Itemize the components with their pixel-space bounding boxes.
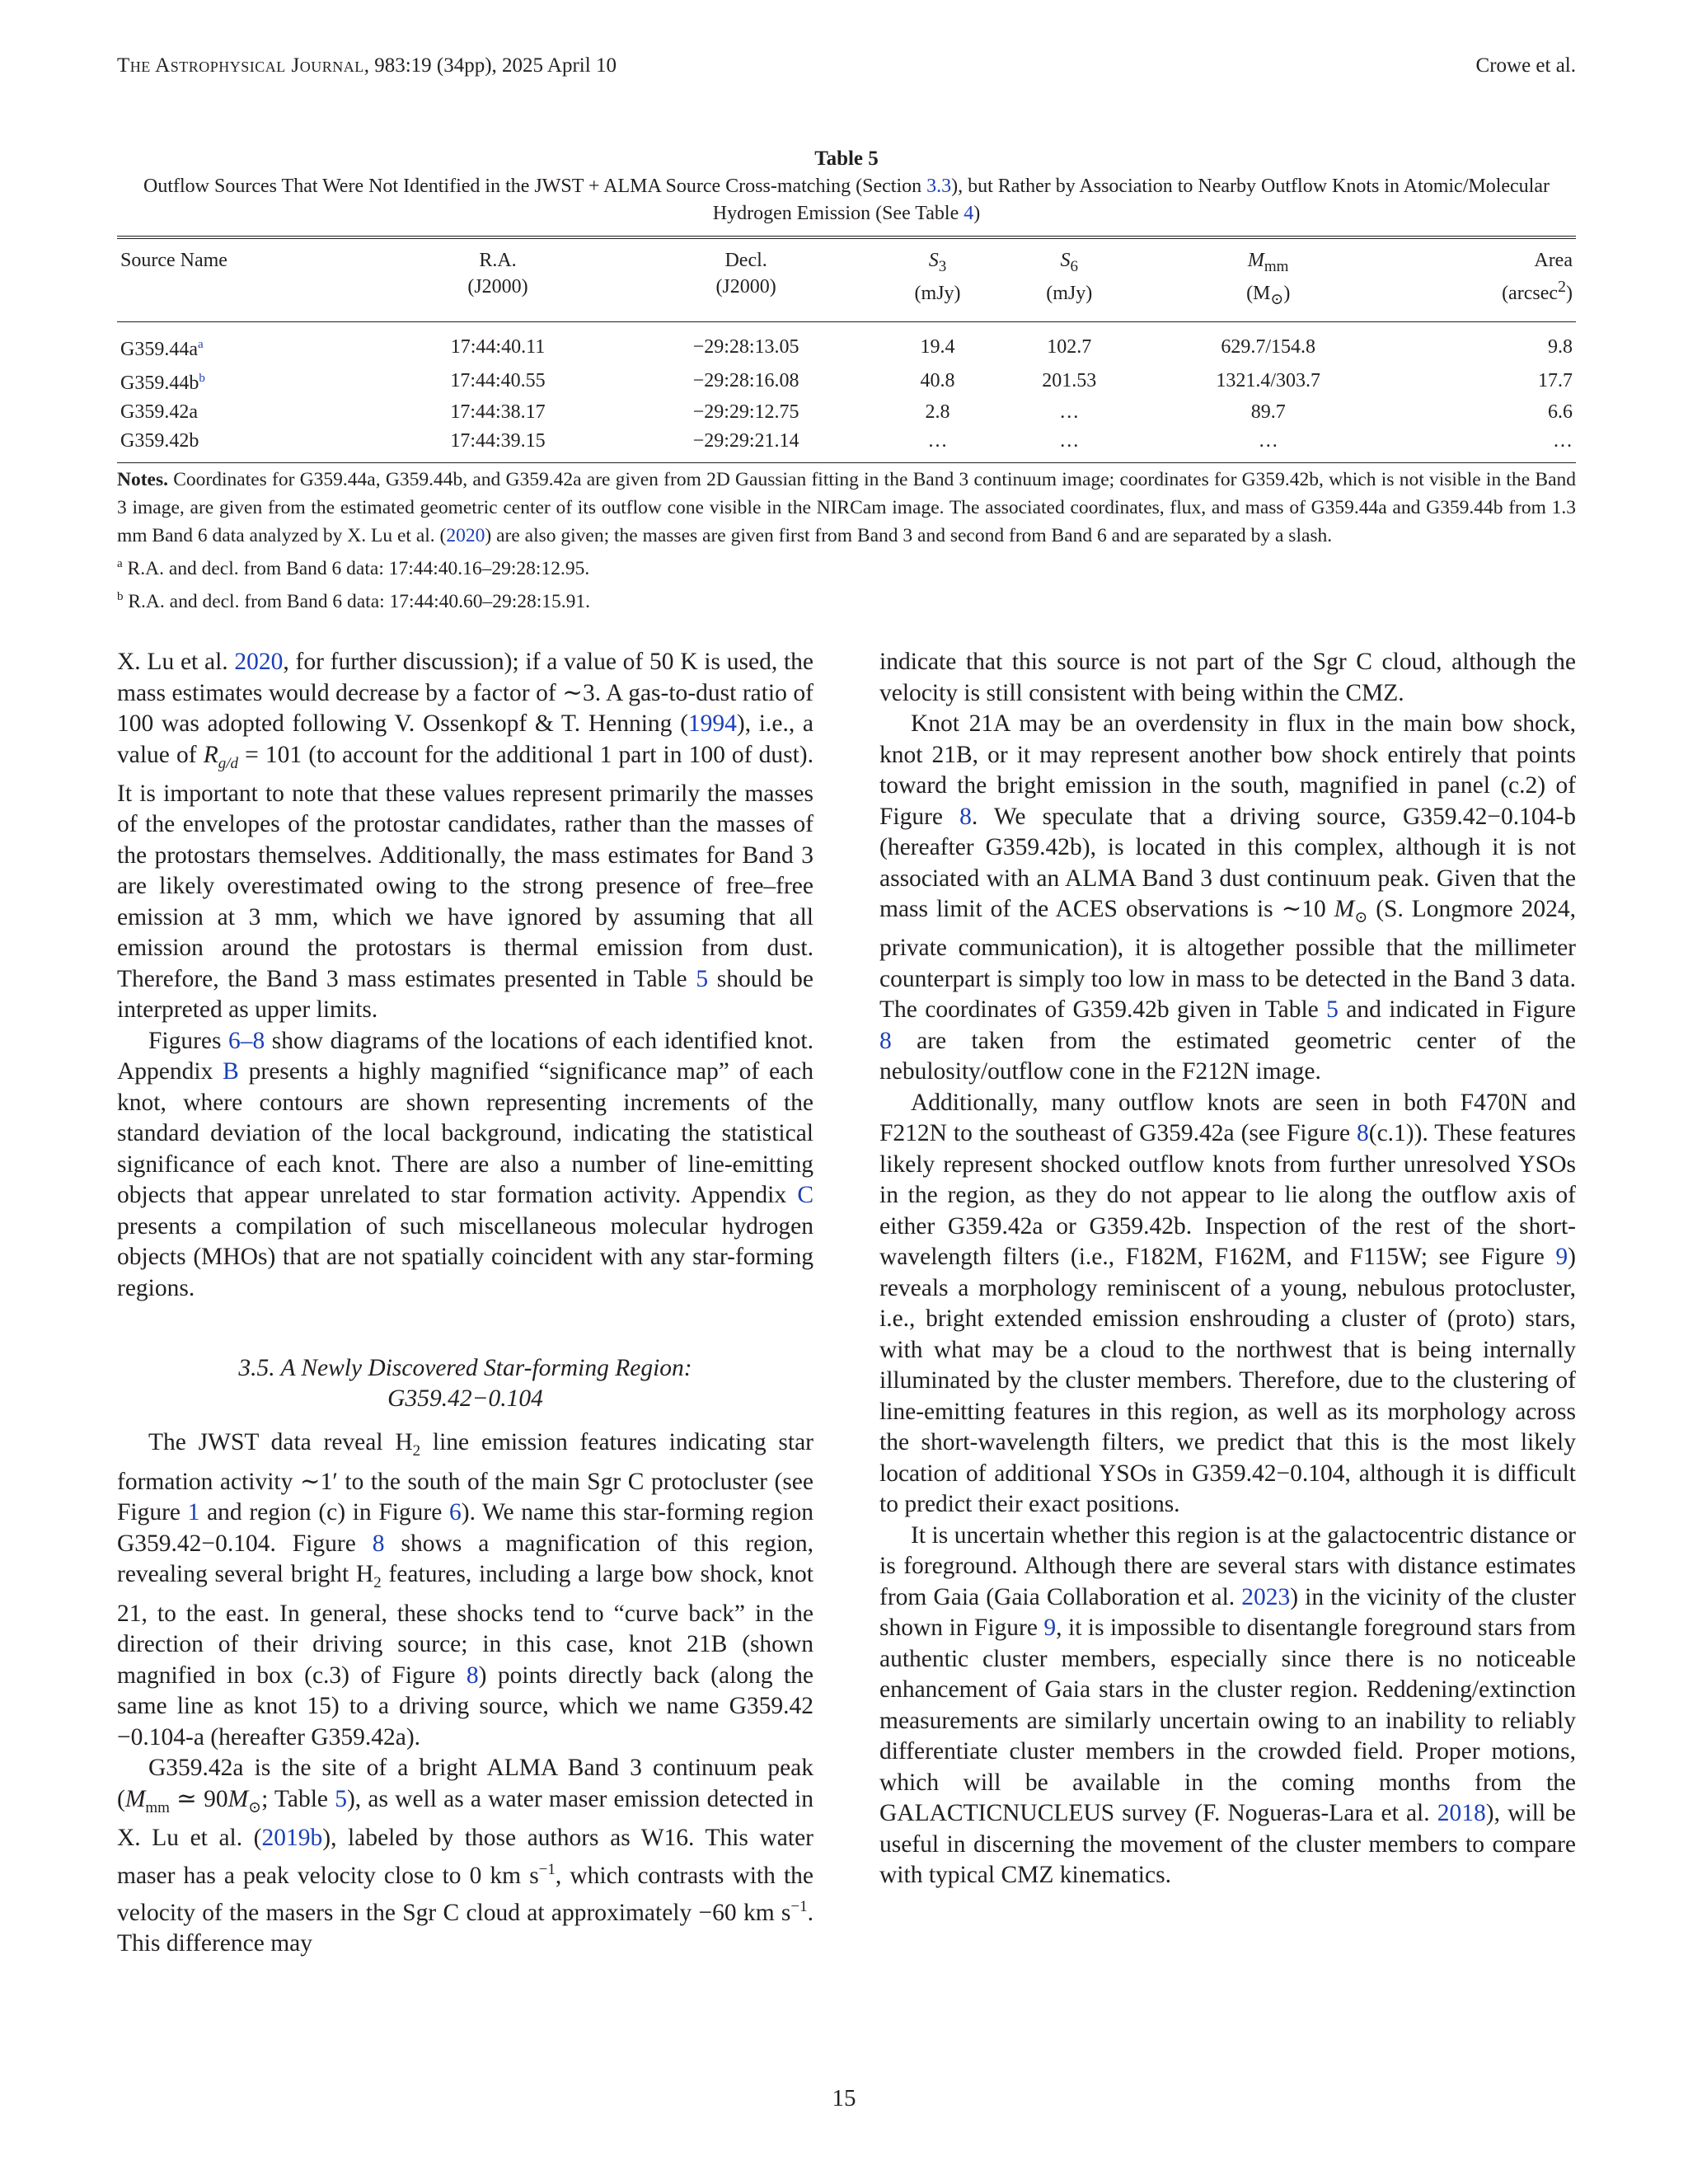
page-number: 15 [832,2085,856,2111]
col-header-source: Source Name [117,237,380,321]
paragraph: Knot 21A may be an overdensity in flux in the main bow shock, knot 21B, or it may represent another bow shock entirely that points toward the bright emission in the south, magnified in panel (c.2) of Figure 8. We speculate that a driving source, G359.42−0.104-b (hereafter G359.42b), is located in this complex, although it is not associated with an ALMA Band 3 dust continuum peak. Given that the mass limit of the ACES observations is ∼10 $M_⊙$ (S. Longmore 2024, private communication), it is altogether possible that the millimeter counterpart is simply too low in mass to be detected in the Band 3 data. The coordinates of G359.42b given in Table 5 and indicated in Figure 8 are taken from the estimated geometric center of the nebulosity/outflow cone in the F212N image. [879,710,1576,1085]
table-row: G359.42b 17:44:39.15 −29:29:21.14 … … … … [120,429,1573,452]
figure-link[interactable]: 6 [228,1027,241,1054]
table-notes [117,466,1576,616]
paragraph: Additionally, many outflow knots are seen in both F470N and F212N to the southeast of G359.42a (see Figure 8(c.1)). These features likely represent shocked outflow knots from further unresolved YSOs in the region, as they do not appear to lie along the outflow axis of either G359.42a or G359.42b. Inspection of the rest of the short-wavelength filters (i.e., F182M, F162M, and F115W; see Figure 9) reveals a morphology reminiscent of a young, nebulous protocluster, i.e., bright extended emission enshrouding a cluster of (proto) stars, with what may be a cloud to the northwest that is being internally illuminated by the cluster members. Therefore, due to the clustering of line-emitting features in this region, as well as its morphology across the short-wavelength filters, we predict that this is the most likely location of additional YSOs in G359.42−0.104, although it is difficult to predict their exact positions. [879,1089,1577,1518]
appendix-link[interactable]: C [797,1182,814,1209]
footnote-link-b[interactable]: b [199,371,205,385]
col-header-area: Area (arcsec$^2$) [1397,237,1576,321]
citation-link[interactable]: 2018 [1437,1800,1486,1827]
paragraph: indicate that this source is not part of the Sgr C cloud, although the velocity is still consistent with being within the CMZ. [879,649,1576,706]
figure-link[interactable]: 8 [466,1661,479,1689]
figure-link[interactable]: 8 [372,1530,385,1557]
footnote-link-a[interactable]: a [197,337,204,351]
figure-link[interactable]: 8 [1357,1120,1369,1147]
table-5 [117,145,1576,463]
figure-link[interactable]: 6 [449,1499,462,1526]
paragraph: X. Lu et al. 2020, for further discussion); if a value of 50 K is used, the mass estimates would decrease by a factor of ∼3. A gas-to-dust ratio of 100 was adopted following V. Ossenkopf & T. Henning (1994), i.e., a value of $R_{g/d} = 101$ (to account for the additional 1 part in 100 of dust). It is important to note that these values represent primarily the masses of the envelopes of the protostar candidates, rather than the masses of the protostars themselves. Additionally, the mass estimates for Band 3 are likely overestimated owing to the strong presence of free–free emission at 3 mm, which we have ignored by assuming that all emission around the protostars is thermal emission from dust. Therefore, the Band 3 mass estimates presented in Table 5 should be interpreted as upper limits. [117,649,814,1024]
table-row: G359.44a$^a$ 17:44:40.11 −29:28:13.05 19.4 102.7 629.7/154.8 9.8 [120,335,1573,360]
authors: Crowe et al. [1475,54,1576,77]
citation-link[interactable]: 1994 [687,710,737,737]
table-title: Table 5 [814,148,879,170]
table-link[interactable]: 5 [1326,996,1339,1024]
table-link[interactable]: 5 [696,965,709,992]
figure-link[interactable]: 9 [1555,1244,1568,1271]
figure-link[interactable]: 1 [187,1499,200,1526]
figure-link[interactable]: 8 [959,803,972,830]
paragraph: It is uncertain whether this region is at the galactocentric distance or is foreground. Although there are several stars with distance estimates from Gaia (Gaia Collaboration et al. 2023) in the vicinity of the cluster shown in Figure 9, it is impossible to disentangle foreground stars from authentic cluster members, especially since there is no noticeable enhancement of Gaia stars in the cluster region. Reddening/extinction measurements are similarly uncertain owing to an inability to reliably differentiate cluster members in the crowded field. Proper motions, which will be available in the coming months from the GALACTICNUCLEUS survey (F. Nogueras-Lara et al. 2018), will be useful in discerning the movement of the cluster members to compare with typical CMZ kinematics. [879,1521,1577,1889]
figure-link[interactable]: 9 [1043,1615,1057,1642]
data-table [117,236,1576,463]
table-link[interactable]: 4 [964,203,974,224]
paragraph: Figures 6–8 show diagrams of the locations of each identified knot. Appendix B presents a highly magnified “significance map” of each knot, where contours are shown representing increments of the standard deviation of the local background, indicating the statistical significance of each knot. There are also a number of line-emitting objects that appear unrelated to star formation activity. Appendix C presents a compilation of such miscellaneous molecular hydrogen objects (MHOs) that are not spatially coincident with any star-forming regions. [117,1027,814,1301]
paragraph: G359.42a is the site of a bright ALMA Band 3 continuum peak ($M_{mm}$ ≃ $90M_⊙$; Table 5), as well as a water maser emission detected in X. Lu et al. (2019b), labeled by those authors as W16. This water maser has a peak velocity close to 0 km $s^{-1}$, which contrasts with the velocity of the masers in the Sgr C cloud at approximately −60 km $s^{-1}$. This difference may [117,1755,814,1957]
table-link[interactable]: 5 [335,1785,347,1812]
footnote-b: $^b$ R.A. and decl. from Band 6 data: 17:44:40.60–29:28:15.91. [117,589,591,612]
notes-text: Notes. Coordinates for G359.44a, G359.44b, and G359.42a are given from 2D Gaussian fitting in the Band 3 continuum image; coordinates for G359.42b, which is not visible in the Band 3 image, are given from the estimated geometric center of its outflow cone visible in the NIRCam image. The associated coordinates, flux, and mass of G359.44a and G359.44b from 1.3 mm Band 6 data analyzed by X. Lu et al. (2020) are also given; the masses are given first from Band 3 and second from Band 6 and are separated by a slash. [117,469,1576,546]
col-header-s6: $S_6$ (mJy) [999,237,1140,321]
journal-name: The Astrophysical Journal [117,54,364,77]
col-header-mmm: $M_{mm}$ $(M_⊙)$ [1140,237,1397,321]
footnote-a: $^a$ R.A. and decl. from Band 6 data: 17:44:40.16–29:28:12.95. [117,557,590,579]
appendix-link[interactable]: B [223,1058,239,1085]
table-row: G359.44b$^b$ 17:44:40.55 −29:28:16.08 40.8 201.53 1321.4/303.7 17.7 [120,369,1573,394]
right-column [879,647,1576,1891]
journal-citation [117,54,617,77]
running-head [117,54,1576,77]
citation-link[interactable]: 2019b [261,1825,323,1852]
col-header-ra: R.A. (J2000) [380,237,615,321]
col-header-s3: $S_3$ (mJy) [877,237,999,321]
left-column [117,647,814,1960]
table-row: G359.42a 17:44:38.17 −29:29:12.75 2.8 … 89.7 6.6 [120,401,1573,423]
paragraph: The JWST data reveal $H_2$ line emission features indicating star formation activity ∼1′ to the south of the main Sgr C protocluster (see Figure 1 and region (c) in Figure 6). We name this star-forming region G359.42−0.104. Figure 8 shows a magnification of this region, revealing several bright $H_2$ features, including a large bow shock, knot 21, to the east. In general, these shocks tend to “curve back” in the direction of their driving source; in this case, knot 21B (shown magnified in box (c.3) of Figure 8) points directly back (along the same line as knot 15) to a driving source, which we name G359.42 −0.104-a (hereafter G359.42a). [117,1429,814,1750]
citation: , 983:19 (34pp), 2025 April 10 [363,54,617,77]
table-caption: Outflow Sources That Were Not Identified in the JWST + ALMA Source Cross-matching (Section 3.3), but Rather by Association to Nearby Outflow Knots in Atomic/Molecular Hydrogen Emission (See Table 4) [143,176,1550,224]
section-heading: 3.5. A Newly Discovered Star-forming Region: G359.42−0.104 [238,1355,692,1413]
figure-link[interactable]: 8 [252,1027,265,1054]
citation-link[interactable]: 2023 [1241,1583,1291,1610]
citation-link[interactable]: 2020 [446,525,485,546]
section-link[interactable]: 3.3 [926,176,952,197]
col-header-dec: Decl. (J2000) [616,237,877,321]
citation-link[interactable]: 2020 [234,649,284,675]
figure-link[interactable]: 8 [879,1027,892,1054]
